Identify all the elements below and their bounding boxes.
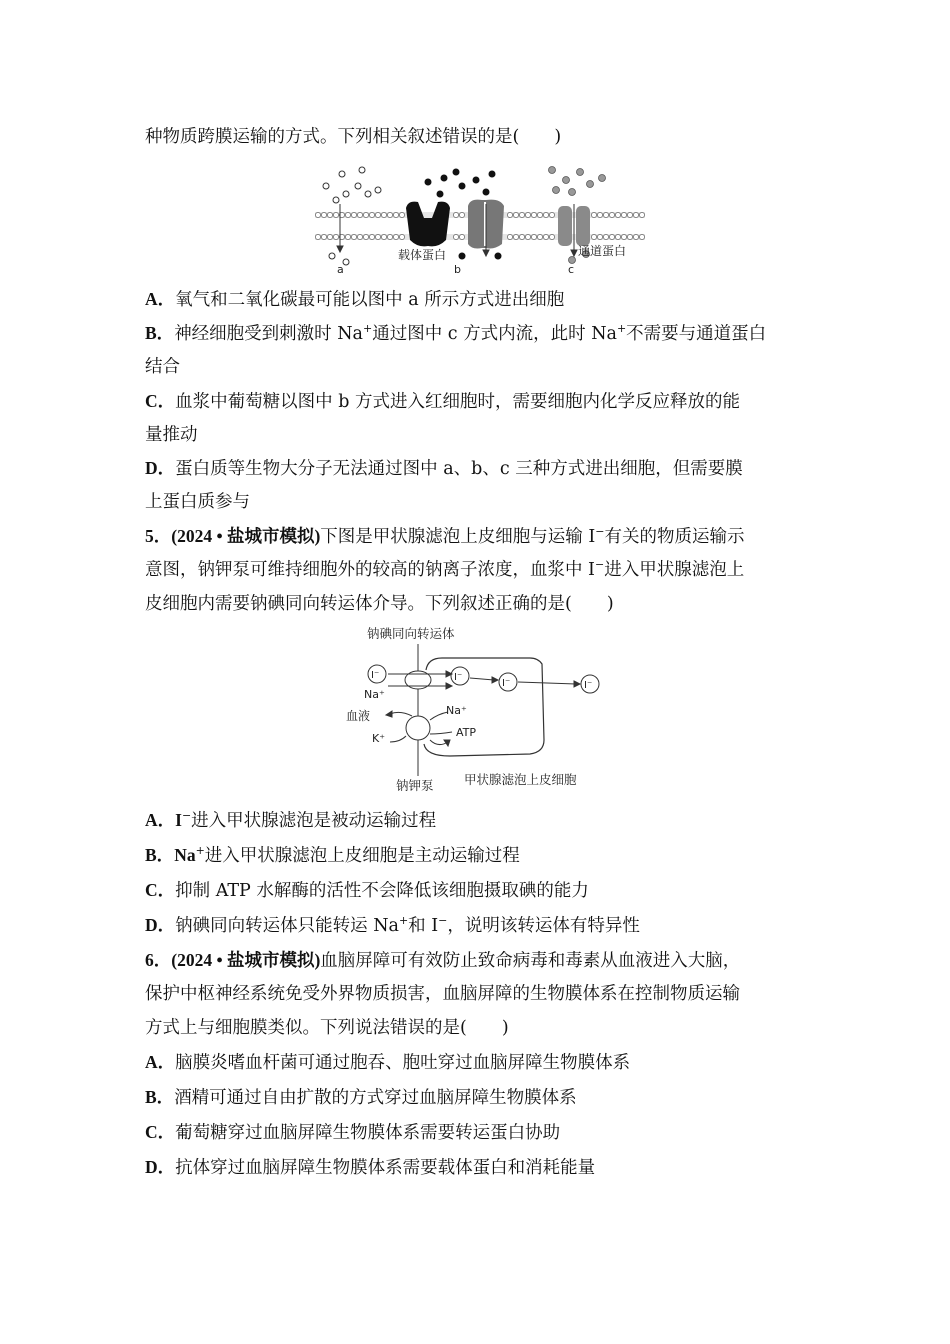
lipid-head	[357, 234, 362, 239]
membrane-transport-figure	[310, 160, 650, 278]
q6-option-d: D．抗体穿过血脑屏障生物膜体系需要载体蛋白和消耗能量	[145, 1157, 596, 1178]
lipid-head	[537, 212, 542, 217]
q4-option-d-cont: 上蛋白质参与	[145, 492, 250, 512]
lipid-head	[453, 234, 458, 239]
q5-option-a: A．I−进入甲状腺滤泡是被动运输过程	[145, 809, 437, 831]
carrier-label: 载体蛋白	[398, 248, 447, 262]
lipid-head	[531, 234, 536, 239]
iodide-4: I⁻	[584, 680, 593, 691]
q5-option-b: B．Na+进入甲状腺滤泡上皮细胞是主动运输过程	[145, 844, 520, 866]
blood-label: 血液	[346, 709, 371, 723]
lipid-head	[603, 212, 608, 217]
q4-option-d: D．蛋白质等生物大分子无法通过图中 a、b、c 三种方式进出细胞，但需要膜	[145, 458, 743, 479]
outside-molecules-c	[549, 167, 606, 196]
lipid-head	[591, 212, 596, 217]
lipid-head	[513, 212, 518, 217]
lipid-head	[639, 212, 644, 217]
q5-stem-1: 5．(2024 • 盐城市模拟)下图是甲状腺滤泡上皮细胞与运输 I−有关的物质运输示	[145, 525, 745, 547]
q6-stem-2: 保护中枢神经系统免受外界物质损害，血脑屏障的生物膜体系在控制物质运输	[145, 984, 740, 1004]
lipid-head	[345, 212, 350, 217]
lipid-head	[369, 212, 374, 217]
lipid-head	[507, 212, 512, 217]
lipid-head	[615, 212, 620, 217]
q6-option-c: C．葡萄糖穿过血脑屏障生物膜体系需要转运蛋白协助	[145, 1122, 561, 1143]
q6-stem-3: 方式上与细胞膜类似。下列说法错误的是( )	[145, 1018, 509, 1038]
lipid-head	[537, 234, 542, 239]
lipid-head	[381, 212, 386, 217]
iodide-2: I⁻	[454, 672, 463, 683]
lipid-head	[627, 234, 632, 239]
lipid-head	[315, 234, 320, 239]
lipid-head	[321, 234, 326, 239]
q5-stem-3: 皮细胞内需要钠碘同向转运体介导。下列叙述正确的是( )	[145, 594, 614, 614]
iodide-3: I⁻	[502, 678, 511, 689]
lipid-head	[351, 212, 356, 217]
lipid-head	[333, 212, 338, 217]
q6-stem-1: 6．(2024 • 盐城市模拟)血脑屏障可有效防止致命病毒和毒素从血液进入大脑，	[145, 950, 741, 971]
lipid-head	[621, 212, 626, 217]
lipid-head	[333, 234, 338, 239]
lipid-head	[315, 212, 320, 217]
lipid-head	[513, 234, 518, 239]
label-c: c	[568, 263, 575, 276]
lipid-head	[633, 234, 638, 239]
lipid-head	[375, 212, 380, 217]
outside-molecules-a	[323, 167, 381, 203]
lipid-head	[543, 234, 548, 239]
atp-label: ATP	[456, 726, 477, 739]
lipid-head	[393, 234, 398, 239]
lipid-head	[549, 212, 554, 217]
lipid-head	[351, 234, 356, 239]
lipid-head	[459, 234, 464, 239]
lipid-head	[327, 234, 332, 239]
lipid-head	[363, 212, 368, 217]
q4-option-c: C．血浆中葡萄糖以图中 b 方式进入红细胞时，需要细胞内化学反应释放的能	[145, 391, 740, 412]
lipid-head	[519, 212, 524, 217]
k-label: K⁺	[372, 732, 386, 745]
lipid-head	[627, 212, 632, 217]
lipid-head	[363, 234, 368, 239]
label-a: a	[337, 263, 344, 276]
q5-stem-2: 意图，钠钾泵可维持细胞外的较高的钠离子浓度，血浆中 I−进入甲状腺滤泡上	[145, 558, 745, 580]
lipid-head	[597, 234, 602, 239]
lipid-head	[519, 234, 524, 239]
lipid-head	[543, 212, 548, 217]
lipid-head	[597, 212, 602, 217]
lipid-head	[633, 212, 638, 217]
q4-intro: 种物质跨膜运输的方式。下列相关叙述错误的是( )	[145, 127, 562, 147]
q5-option-c: C．抑制 ATP 水解酶的活性不会降低该细胞摄取碘的能力	[145, 880, 589, 901]
lipid-head	[459, 212, 464, 217]
lipid-head	[387, 234, 392, 239]
lipid-head	[393, 212, 398, 217]
lipid-head	[369, 234, 374, 239]
lipid-head	[453, 212, 458, 217]
lipid-head	[357, 212, 362, 217]
q4-option-c-cont: 量推动	[145, 425, 198, 445]
lipid-head	[507, 234, 512, 239]
q4-option-b: B．神经细胞受到刺激时 Na+通过图中 c 方式内流，此时 Na+不需要与通道蛋白	[145, 322, 767, 344]
lipid-head	[591, 234, 596, 239]
lipid-head	[345, 234, 350, 239]
iodide-1: I⁻	[371, 670, 380, 681]
q5-option-d: D．钠碘同向转运体只能转运 Na+和 I−，说明该转运体有特异性	[145, 914, 640, 936]
lipid-head	[375, 234, 380, 239]
lipid-head	[327, 212, 332, 217]
lipid-head	[609, 234, 614, 239]
q4-option-b-cont: 结合	[145, 357, 180, 377]
symporter-label: 钠碘同向转运体	[367, 626, 455, 641]
pump-label: 钠钾泵	[396, 778, 434, 793]
lipid-head	[639, 234, 644, 239]
lipid-head	[321, 212, 326, 217]
lipid-head	[399, 212, 404, 217]
lipid-head	[381, 234, 386, 239]
lipid-head	[549, 234, 554, 239]
q4-option-a: A．氧气和二氧化碳最可能以图中 a 所示方式进出细胞	[145, 289, 565, 310]
lipid-head	[525, 212, 530, 217]
na-left: Na⁺	[364, 688, 385, 701]
lipid-head	[531, 212, 536, 217]
channel-label: 通道蛋白	[578, 244, 627, 258]
lipid-head	[603, 234, 608, 239]
label-b: b	[454, 263, 461, 276]
lipid-head	[399, 234, 404, 239]
lipid-head	[387, 212, 392, 217]
q6-option-a: A．脑膜炎嗜血杆菌可通过胞吞、胞吐穿过血脑屏障生物膜体系	[145, 1052, 631, 1073]
iodide-transport-figure	[330, 624, 620, 796]
carrier-protein	[406, 202, 450, 247]
q6-option-b: B．酒精可通过自由扩散的方式穿过血脑屏障生物膜体系	[145, 1087, 577, 1108]
na-right: Na⁺	[446, 704, 467, 717]
cell-label: 甲状腺滤泡上皮细胞	[464, 772, 577, 787]
lipid-head	[609, 212, 614, 217]
outside-molecules-b	[425, 169, 496, 198]
lipid-head	[615, 234, 620, 239]
lipid-head	[525, 234, 530, 239]
lipid-head	[621, 234, 626, 239]
